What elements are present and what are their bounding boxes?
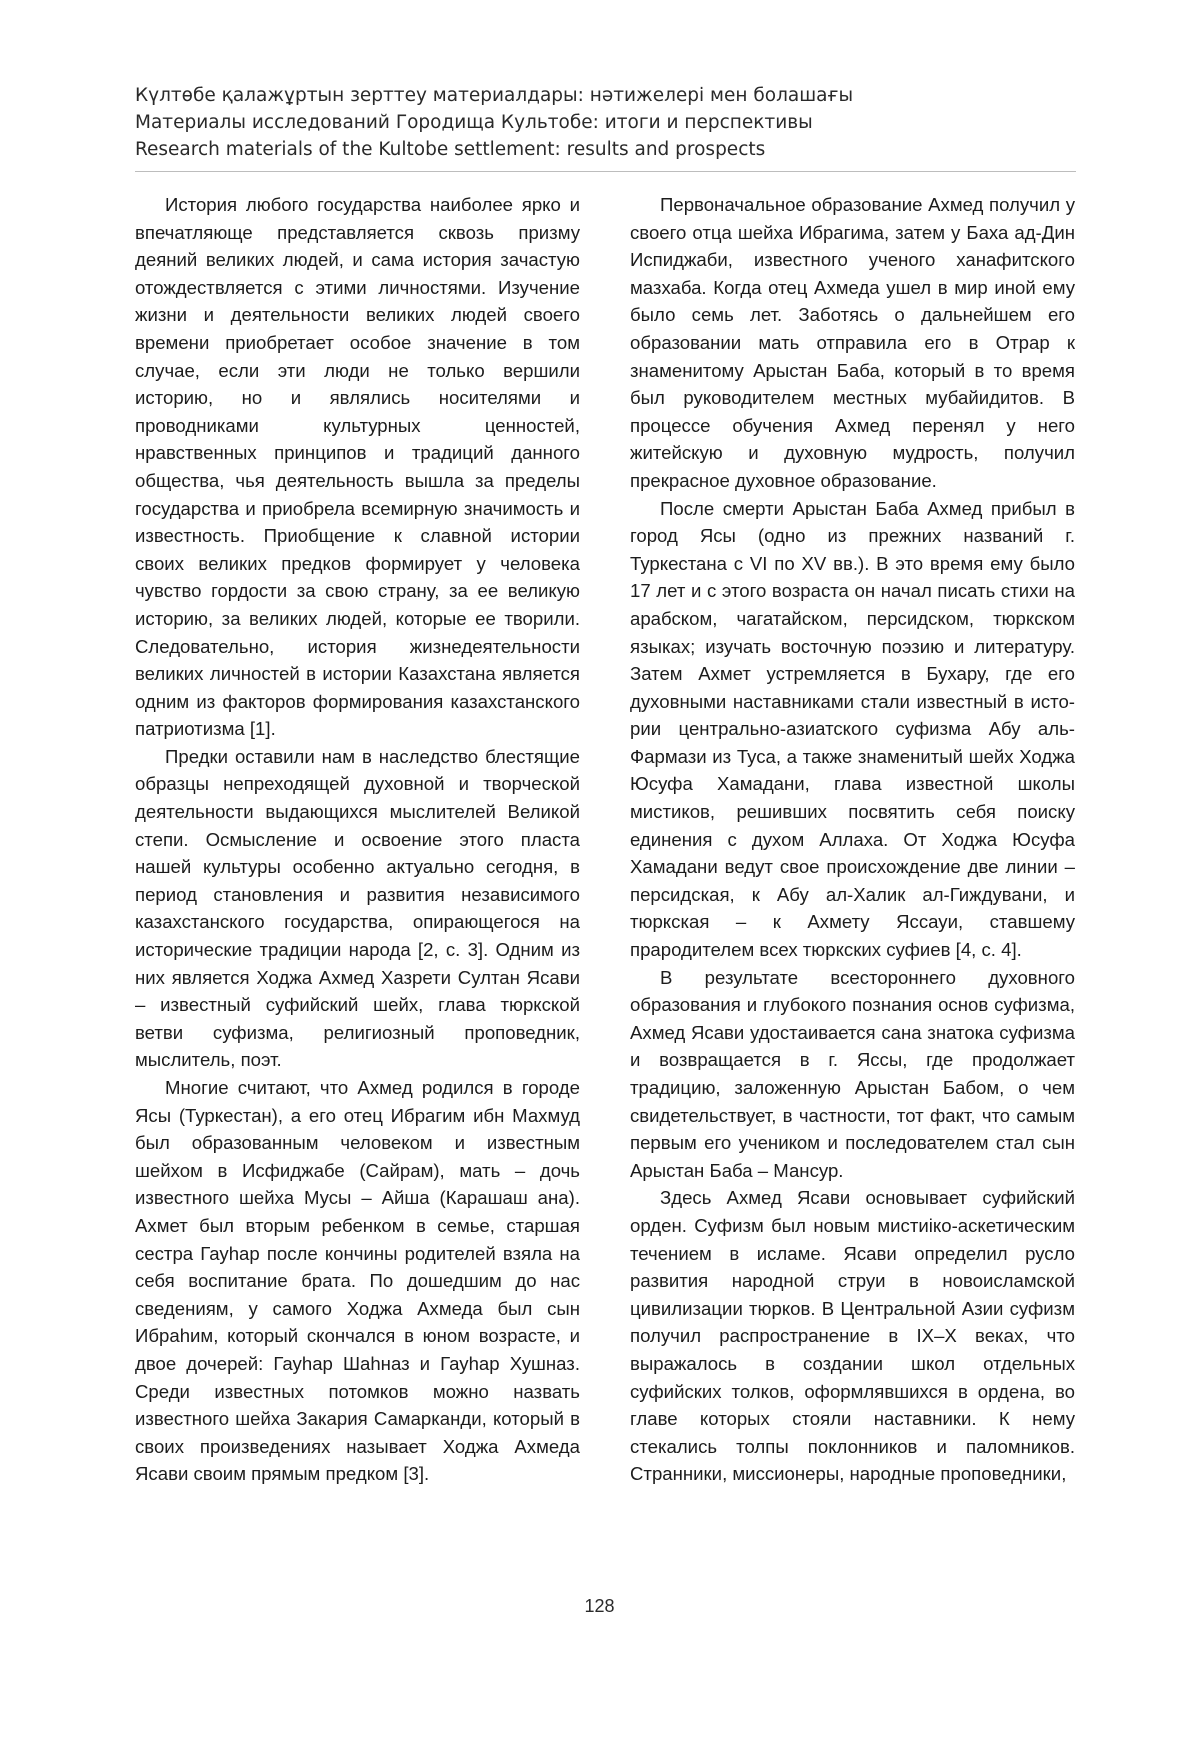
header-title-russian: Материалы исследований Городища Культобе: итоги и перспективы [135, 112, 813, 133]
paragraph-history-of-state: История любого государства наиболее ярко и впечатляюще представляется сквозь призму деяний великих людей, и сама история зачастую отождествляется с этими личностями. Изучение жизни и деятельности великих людей своего времени приобретает особое значение в том случае, если эти люди не только вершили историю, но и являлись носителями и проводниками культурных ценностей, нравственных принципов и традиций данного общества, чья деятельность вышла за пределы государства и приобрела всемирную значимость и известность. Приобщение к славной истории своих великих предков формирует у человека чувство гордости за свою страну, за ее великую историю, за великих людей, которые ее творили. Следовательно, история жизнедеятельности великих личностей в истории Казахстана является одним из факторов формирования казахстанского патриотизма [1]. [135, 194, 580, 740]
paragraph-yasy-and-bukhara: После смерти Арыстан Баба Ахмед прибыл в город Ясы (одно из прежних названий г. Туркестана с VI по XV вв.). В это время ему было 17 лет и с этого возраста он начал писать стихи на арабском, чагатайском, персидском, тюркском языках; изучать восточную поэзию и литературу. Затем Ахмет устремляется в Бухару, где его духовными наставниками стали известный в истории центрально-азиатского суфизма Абу аль-Фармази из Туса, а также знаменитый шейх Ходжа Юсуфа Хамадани, глава известной школы мистиков, решивших посвятить себя поиску единения с духом Аллаха. От Ходжа Юсуфа Хамадани ведут свое происхождение две линии – персидская, к Абу ал-Халик ал-Гиждувани, и тюркская – к Ахмету Яссауи, ставшему прародителем всех тюркских суфиев [4, с. 4]. [630, 497, 1075, 961]
paragraph-early-education: Первоначальное образование Ахмед получил у своего отца шейха Ибрагима, затем у Баха ад-Дин Испиджаби, известного ученого ханафитского мазхаба. Когда отец Ахмеда ушел в мир иной ему было семь лет. Заботясь о дальнейшем его образовании мать отправила его в Отрар к знаменитому Арыстан Баба, который в то время был руководителем местных мубайидитов. В процессе обучения Ахмед перенял у него житейскую и духовную мудрость, получил прекрасное духовное образование. [630, 194, 1075, 491]
paragraph-birth-and-family: Многие считают, что Ахмед родился в городе Ясы (Туркестан), а его отец Ибрагим ибн Махмуд был образованным человеком и известным шейхом в Исфиджабе (Сайрам), мать – дочь известного шейха Мусы – Айша (Карашаш ана). Ахмет был вторым ребенком в семье, старшая сестра Гауhар после кончины родителей взяла на себя воспитание брата. По дошедшим до нас сведениям, у самого Ходжа Ахмеда был сын Ибраhим, который скончался в юном возрасте, и двое дочерей: Гауhар Шаhназ и Гауhар Хушназ. Среди известных потомков можно назвать известного шейха Закария Самарканди, который в своих произведениях называет Ходжа Ахмеда Ясави своим прямым предком [3]. [135, 1077, 580, 1485]
paragraph-ancestors-legacy: Предки оставили нам в наследство блестящие образцы непреходящей духовной и творческой деятельности выдающихся мыслителей Великой степи. Осмысление и освоение этого пласта нашей культуры особенно актуально сегодня, в период становления и развития независимого казахстанского государства, опирающегося на исторические традиции народа [2, с. 3]. Одним из них является Ходжа Ахмед Хазрети Султан Ясави – известный суфийский шейх, глава тюркской ветви суфизма, религиозный проповедник, мыслитель, поэт. [135, 745, 580, 1071]
paragraph-sufism-mastery: В результате всестороннего духовного образования и глубокого познания основ суфизма, Ахмед Ясави удостаивается сана знатока суфизма и возвращается в г. Яссы, где продолжает традицию, заложенную Арыстан Бабом, о чем свидетельствует, в частности, тот факт, что самым первым его учеником и последователем стал сын Арыстан Баба – Мансур. [630, 966, 1075, 1181]
right-column [630, 191, 1075, 1488]
paragraph-sufi-order: Здесь Ахмед Ясави основывает суфийский орден. Суфизм был новым мистиiко-аскетическим течением в исламе. Ясави определил русло развития народной струи в новоисламской цивилизации тюрков. В Центральной Азии суфизм получил распространение в IX–X веках, что выражалось в создании школ отдельных суфийских толков, оформлявшихся в ордена, во главе которых стояли наставники. К нему стекались толпы поклонников и паломников. Странники, миссионеры, народные проповедники, [630, 1187, 1075, 1485]
header-title-english: Research materials of the Kultobe settlement: results and prospects [135, 139, 766, 160]
header-title-kazakh: Күлтөбе қалажұртын зерттеу материалдары: нәтижелері мен болашағы [135, 85, 854, 106]
left-column [135, 191, 580, 1488]
page-number: 128 [584, 1596, 615, 1616]
header-divider [135, 171, 1076, 172]
running-header [135, 82, 1075, 163]
